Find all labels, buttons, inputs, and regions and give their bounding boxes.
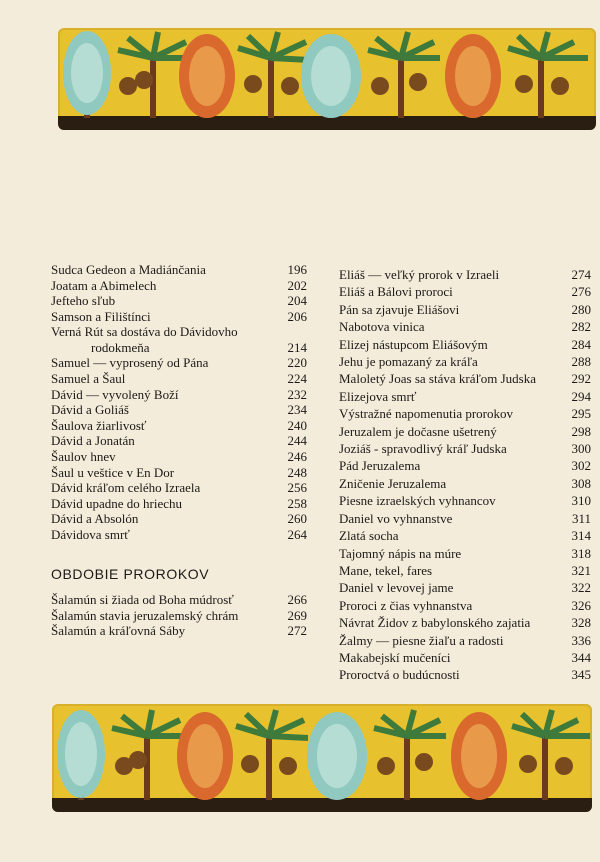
entry-title: Makabejskí mučeníci bbox=[339, 649, 451, 665]
entry-title: Šaul u veštice v En Dor bbox=[51, 464, 175, 480]
entry-page: 204 bbox=[287, 293, 307, 309]
entry-page: 288 bbox=[571, 354, 591, 370]
blue-tree-left bbox=[57, 710, 105, 800]
toc-entry bbox=[51, 465, 307, 481]
palm-tree-2 bbox=[238, 32, 310, 118]
entry-title: Joatam a Abimelech bbox=[51, 277, 157, 293]
entry-title: Elizej nástupcom Eliášovým bbox=[339, 336, 488, 352]
entry-title: Elizejova smrť bbox=[339, 388, 417, 404]
toc-entry bbox=[339, 527, 591, 544]
entry-page: 302 bbox=[571, 458, 591, 474]
toc-entry bbox=[339, 283, 591, 300]
palm-tree-4 bbox=[512, 710, 590, 800]
toc-entry bbox=[339, 388, 591, 405]
entry-page: 248 bbox=[287, 464, 307, 480]
entry-title: Eliáš a Bálovi proroci bbox=[339, 284, 453, 300]
toc-entry bbox=[51, 592, 307, 608]
toc-entry bbox=[339, 440, 591, 457]
toc-entry bbox=[339, 614, 591, 631]
toc-entry bbox=[339, 405, 591, 422]
top-decorative-banner bbox=[58, 28, 596, 130]
entry-title: Proroctvá o budúcnosti bbox=[339, 667, 460, 683]
entry-title: Šalamún si žiada od Boha múdrosť bbox=[51, 592, 234, 608]
toc-entry bbox=[51, 496, 307, 512]
entry-page: 344 bbox=[571, 649, 591, 665]
entry-title: Nabotova vinica bbox=[339, 319, 425, 335]
entry-page: 321 bbox=[571, 562, 591, 578]
entry-page: 240 bbox=[287, 417, 307, 433]
toc-entry bbox=[51, 309, 307, 325]
entry-title: Samson a Filištínci bbox=[51, 308, 151, 324]
entry-title: Joziáš - spravodlivý kráľ Judska bbox=[339, 441, 507, 457]
toc-entry bbox=[51, 527, 307, 543]
toc-entry bbox=[51, 449, 307, 465]
entry-title: Pán sa zjavuje Eliášovi bbox=[339, 301, 460, 317]
entry-page: 256 bbox=[287, 480, 307, 496]
entry-title: Daniel v levovej jame bbox=[339, 580, 454, 596]
toc-entry bbox=[339, 423, 591, 440]
entry-title: Eliáš — veľký prorok v Izraeli bbox=[339, 267, 500, 282]
entry-title: Návrat Židov z babylonského zajatia bbox=[339, 615, 531, 631]
entry-page: 232 bbox=[287, 386, 307, 402]
toc-entry bbox=[339, 510, 591, 527]
entry-page: 274 bbox=[571, 267, 591, 282]
entry-page: 260 bbox=[287, 511, 307, 527]
entry-page: 298 bbox=[571, 423, 591, 439]
entry-title: Dávid upadne do hriechu bbox=[51, 495, 183, 511]
entry-page: 295 bbox=[571, 406, 591, 422]
entry-page: 196 bbox=[287, 262, 307, 277]
entry-title: Pád Jeruzalema bbox=[339, 458, 421, 474]
entry-page: 336 bbox=[571, 632, 591, 648]
entry-title: Jehu je pomazaný za kráľa bbox=[339, 354, 478, 370]
entry-page: 272 bbox=[287, 623, 307, 639]
orange-tree-1 bbox=[179, 34, 235, 118]
entry-page: 280 bbox=[571, 301, 591, 317]
entry-page: 214 bbox=[287, 339, 307, 355]
entry-title: Dávid a Goliáš bbox=[51, 402, 129, 418]
entry-title: Sudca Gedeon a Madiánčania bbox=[51, 262, 206, 277]
toc-entry bbox=[51, 511, 307, 527]
toc-entry bbox=[51, 623, 307, 639]
entry-title: Maloletý Joas sa stáva kráľom Judska bbox=[339, 371, 536, 387]
toc-entry bbox=[339, 266, 591, 283]
entry-page: 220 bbox=[287, 355, 307, 371]
toc-entry bbox=[339, 632, 591, 649]
palm-tree-1 bbox=[112, 710, 187, 800]
toc-entry bbox=[339, 475, 591, 492]
entry-page: 308 bbox=[571, 475, 591, 491]
toc-entry bbox=[339, 370, 591, 387]
entry-title: Žalmy — piesne žiaľu a radosti bbox=[339, 632, 504, 648]
entry-page: 311 bbox=[571, 510, 591, 526]
toc-entry bbox=[339, 597, 591, 614]
entry-page: 294 bbox=[571, 388, 591, 404]
toc-entry bbox=[51, 371, 307, 387]
toc-entry bbox=[339, 318, 591, 335]
palm-tree-2 bbox=[236, 710, 308, 800]
entry-title: Jefteho sľub bbox=[51, 293, 116, 309]
entry-page: 266 bbox=[287, 592, 307, 608]
entry-title: Šaulov hnev bbox=[51, 448, 116, 464]
entry-page: 345 bbox=[571, 667, 591, 683]
entry-page: 292 bbox=[571, 371, 591, 387]
blue-tree-center bbox=[301, 34, 361, 118]
entry-page: 318 bbox=[571, 545, 591, 561]
entry-title: Dávid kráľom celého Izraela bbox=[51, 480, 201, 496]
toc-entry bbox=[51, 355, 307, 371]
entry-page: 326 bbox=[571, 597, 591, 613]
toc-entry bbox=[51, 278, 307, 294]
toc-entry bbox=[339, 457, 591, 474]
entry-page: 244 bbox=[287, 433, 307, 449]
palm-tree-3 bbox=[374, 710, 446, 800]
entry-page: 310 bbox=[571, 493, 591, 509]
toc-entry bbox=[51, 387, 307, 403]
entry-title: Proroci z čias vyhnanstva bbox=[339, 597, 473, 613]
entry-page: 276 bbox=[571, 284, 591, 300]
entry-page: 224 bbox=[287, 370, 307, 386]
entry-title: Samuel a Šaul bbox=[51, 370, 126, 386]
entry-title: Šalamún a kráľovná Sáby bbox=[51, 623, 186, 639]
toc-entry bbox=[339, 666, 591, 683]
entry-title: Dávid a Jonatán bbox=[51, 433, 135, 449]
entry-title: Piesne izraelských vyhnancov bbox=[339, 493, 496, 509]
entry-page: 234 bbox=[287, 402, 307, 418]
entry-title: Dávid a Absolón bbox=[51, 511, 139, 527]
toc-entry bbox=[51, 480, 307, 496]
orange-tree-1 bbox=[177, 712, 233, 800]
toc-entry bbox=[51, 324, 307, 355]
toc-entry bbox=[51, 402, 307, 418]
toc-entry bbox=[339, 301, 591, 318]
bottom-decorative-banner bbox=[52, 704, 592, 812]
entry-page: 269 bbox=[287, 607, 307, 623]
blue-tree-center bbox=[307, 712, 367, 800]
toc-entry bbox=[51, 433, 307, 449]
toc-entry bbox=[51, 418, 307, 434]
entry-title: Verná Rút sa dostáva do Dávidovho bbox=[51, 324, 238, 340]
entry-title: Zlatá socha bbox=[339, 528, 399, 544]
entry-page: 284 bbox=[571, 336, 591, 352]
palm-tree-3 bbox=[368, 32, 440, 118]
entry-title: Samuel — vyprosený od Pána bbox=[51, 355, 209, 371]
entry-title: Zničenie Jeruzalema bbox=[339, 475, 447, 491]
entry-title: Dávid — vyvolený Boží bbox=[51, 386, 179, 402]
entry-page: 206 bbox=[287, 308, 307, 324]
entry-page: 300 bbox=[571, 441, 591, 457]
entry-page: 282 bbox=[571, 319, 591, 335]
entry-title: Výstražné napomenutia prorokov bbox=[339, 406, 514, 422]
toc-entry bbox=[51, 608, 307, 624]
entry-page: 322 bbox=[571, 580, 591, 596]
entry-page: 314 bbox=[571, 528, 591, 544]
entry-title: Šaulova žiarlivosť bbox=[51, 417, 147, 433]
orange-tree-2 bbox=[445, 34, 501, 118]
toc-entry bbox=[339, 579, 591, 596]
entry-page: 328 bbox=[571, 615, 591, 631]
entry-title: Jeruzalem je dočasne ušetrený bbox=[339, 423, 497, 439]
section-heading: OBDOBIE PROROKOV bbox=[51, 565, 210, 582]
entry-page: 246 bbox=[287, 448, 307, 464]
orange-tree-2 bbox=[451, 712, 507, 800]
toc-entry bbox=[339, 353, 591, 370]
toc-entry bbox=[339, 492, 591, 509]
entry-page: 264 bbox=[287, 526, 307, 542]
entry-title: Dávidova smrť bbox=[51, 526, 130, 542]
toc-entry bbox=[339, 336, 591, 353]
entry-title: Mane, tekel, fares bbox=[339, 562, 433, 578]
toc-entry bbox=[339, 562, 591, 579]
entry-title: Daniel vo vyhnanstve bbox=[339, 510, 453, 526]
entry-title: Šalamún stavia jeruzalemský chrám bbox=[51, 607, 239, 623]
toc-entry bbox=[339, 649, 591, 666]
entry-page: 258 bbox=[287, 495, 307, 511]
palm-tree-4 bbox=[508, 32, 588, 118]
toc-entry bbox=[51, 262, 307, 278]
toc-entry bbox=[51, 293, 307, 309]
toc-left-column bbox=[51, 262, 307, 639]
toc-right-column bbox=[339, 266, 591, 684]
toc-entry bbox=[339, 545, 591, 562]
entry-title: Tajomný nápis na múre bbox=[339, 545, 462, 561]
entry-title-continued: rodokmeňa bbox=[91, 339, 150, 355]
blue-tree-left bbox=[63, 31, 111, 118]
entry-page: 202 bbox=[287, 277, 307, 293]
